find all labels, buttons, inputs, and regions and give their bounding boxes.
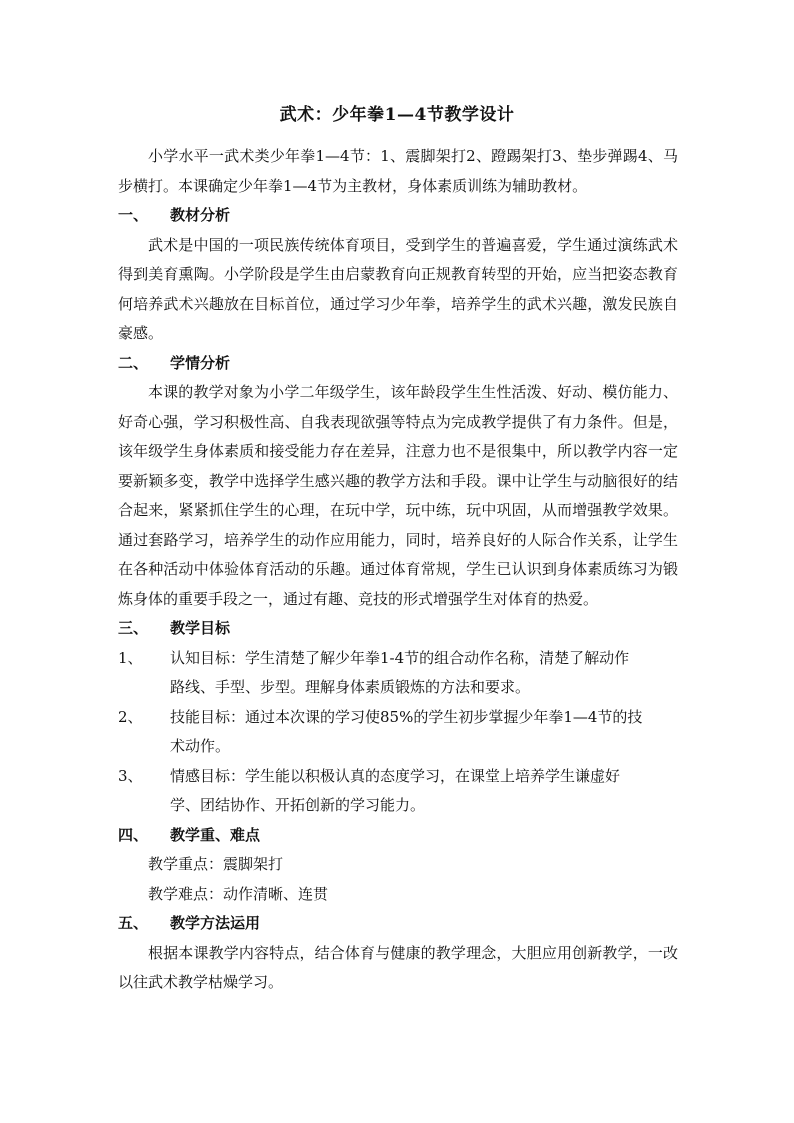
list-number: 2、: [118, 707, 143, 726]
list-text: [170, 703, 678, 762]
section-number: 三、: [118, 619, 149, 637]
list-text: [170, 762, 678, 821]
list-number: 3、: [118, 766, 143, 785]
section-number: 一、: [118, 206, 149, 224]
difficulty-line: 教学难点：动作清晰、连贯: [148, 884, 329, 903]
document-body: [118, 142, 678, 998]
key-point-line: 教学重点：震脚架打: [148, 855, 284, 873]
list-line: 路线、手型、步型。理解身体素质锻炼的方法和要求。: [170, 678, 531, 696]
section-title: 学情分析: [170, 353, 231, 372]
list-line: 情感目标：学生能以积极认真的态度学习，在课堂上培养学生谦虚好: [170, 766, 621, 785]
section-title: 教材分析: [170, 206, 231, 224]
section-1-paragraph: 武术是中国的一项民族传统体育项目，受到学生的普遍喜爱，学生通过演练武术得到美育熏陶。小学阶段是学生由启蒙教育向正规教育转型的开始，应当把姿态教育何培养武术兴趣放在目标首位，通过学习少年拳，培养学生的武术兴趣，激发民族自豪感。: [118, 235, 678, 342]
section-heading-5: [118, 909, 678, 939]
section-heading-4: [118, 821, 678, 851]
list-text: [170, 644, 678, 703]
section-title: 教学重、难点: [170, 825, 261, 844]
objective-item-3: [118, 762, 678, 821]
section-number: 二、: [118, 353, 149, 372]
objective-item-1: [118, 644, 678, 703]
section-title: 教学目标: [170, 619, 231, 637]
document-title: 武术：少年拳1—4节教学设计: [279, 105, 515, 125]
list-number: 1、: [118, 648, 143, 667]
section-heading-1: [118, 201, 678, 231]
section-2-paragraph: 本课的教学对象为小学二年级学生，该年龄段学生生性活泼、好动、模仿能力、好奇心强，学习积极性高、自我表现欲强等特点为完成教学提供了有力条件。但是，该年级学生身体素质和接受能力存在差异，注意力也不是很集中，所以教学内容一定要新颖多变，教学中选择学生感兴趣的教学方法和手段。课中让学生与动脑很好的结合起来，紧紧抓住学生的心理，在玩中学，玩中练，玩中巩固，从而增强教学效果。通过套路学习，培养学生的动作应用能力，同时，培养良好的人际合作关系，让学生在各种活动中体验体育活动的乐趣。通过体育常规，学生已认识到身体素质练习为锻炼身体的重要手段之一，通过有趣、竞技的形式增强学生对体育的热爱。: [118, 383, 678, 608]
section-5-paragraph: 根据本课教学内容特点，结合体育与健康的教学理念，大胆应用创新教学，一改以往武术教学枯燥学习。: [118, 943, 678, 991]
list-line: 技能目标：通过本次课的学习使85%的学生初步掌握少年拳1—4节的技: [170, 707, 643, 726]
section-heading-2: [118, 349, 678, 379]
section-title: 教学方法运用: [170, 914, 261, 932]
section-heading-3: [118, 614, 678, 644]
intro-paragraph: 小学水平一武术类少年拳1—4节：1、震脚架打2、蹬踢架打3、垫步弹踢4、马步横打。本课确定少年拳1—4节为主教材，身体素质训练为辅助教材。: [118, 147, 678, 195]
objective-item-2: [118, 703, 678, 762]
section-number: 五、: [118, 914, 149, 932]
list-line: 学、团结协作、开拓创新的学习能力。: [170, 796, 426, 814]
list-line: 认知目标：学生清楚了解少年拳1-4节的组合动作名称，清楚了解动作: [170, 648, 630, 667]
list-line: 术动作。: [170, 737, 231, 755]
section-number: 四、: [118, 825, 149, 844]
